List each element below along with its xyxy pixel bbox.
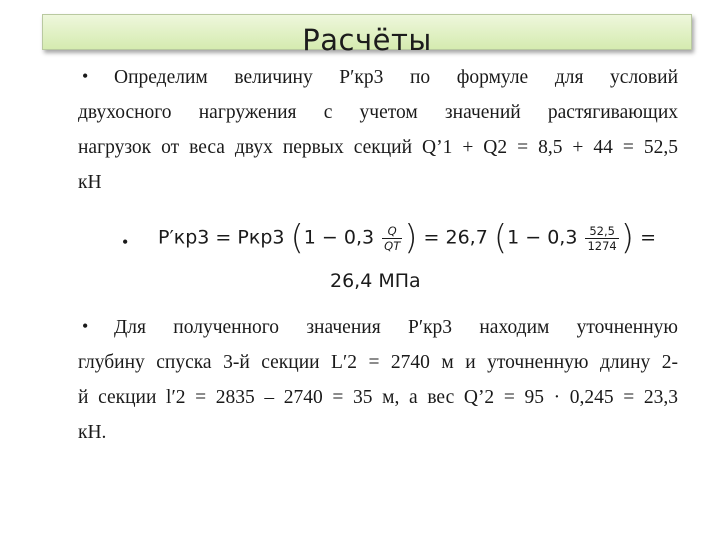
paragraph-1-line-3: нагрузок от веса двух первых секций Q’1 + Q2 = 8,5 + 44 = 52,5: [78, 137, 678, 158]
fraction-1-numerator: Q: [382, 224, 402, 239]
right-paren-2: ): [620, 218, 635, 258]
page-title: Расчёты: [302, 23, 432, 57]
formula-equals: =: [640, 226, 656, 249]
paragraph-2-line-1: Для полученного значения P′кр3 находим уточненную: [114, 317, 678, 338]
paragraph-2-line-4: кН.: [78, 422, 107, 443]
fraction-2-denominator: 1274: [587, 238, 617, 253]
fraction-numeric: [585, 224, 618, 253]
paragraph-2-line-2: глубину спуска 3-й секции L′2 = 2740 м и уточненную длину 2-: [78, 352, 678, 373]
fraction-1-denominator: QТ: [384, 238, 401, 253]
formula-part-1: 1 − 0,3: [303, 226, 375, 249]
paragraph-1: [78, 60, 678, 200]
paragraph-2-line-3: й секции l′2 = 2835 – 2740 = 35 м, а вес Q’2 = 95 · 0,245 = 23,3: [78, 387, 678, 408]
formula-part-2: 1 − 0,3: [507, 226, 578, 249]
right-paren-1: ): [404, 218, 418, 258]
paragraph-1-line-4: кН: [78, 172, 102, 193]
paragraph-1-line-1: Определим величину P′кр3 по формуле для условий: [114, 67, 678, 88]
formula-result: 26,4 МПа: [330, 270, 421, 292]
formula-line: [158, 218, 656, 258]
formula-lhs: P′кр3 = Pкр3: [158, 226, 285, 249]
fraction-2-numerator: 52,5: [585, 224, 618, 239]
title-bar: [42, 14, 692, 57]
left-paren-1: (: [290, 218, 304, 258]
paragraph-2: [78, 310, 678, 450]
formula-mid: = 26,7: [423, 226, 488, 249]
fraction-q-over-qt: [382, 224, 402, 253]
paragraph-1-line-2: двухосного нагружения с учетом значений растягивающих: [78, 102, 678, 123]
bullet-2: •: [82, 316, 89, 336]
left-paren-2: (: [493, 218, 508, 258]
bullet-1: •: [82, 66, 89, 86]
bullet-formula: •: [122, 232, 129, 252]
